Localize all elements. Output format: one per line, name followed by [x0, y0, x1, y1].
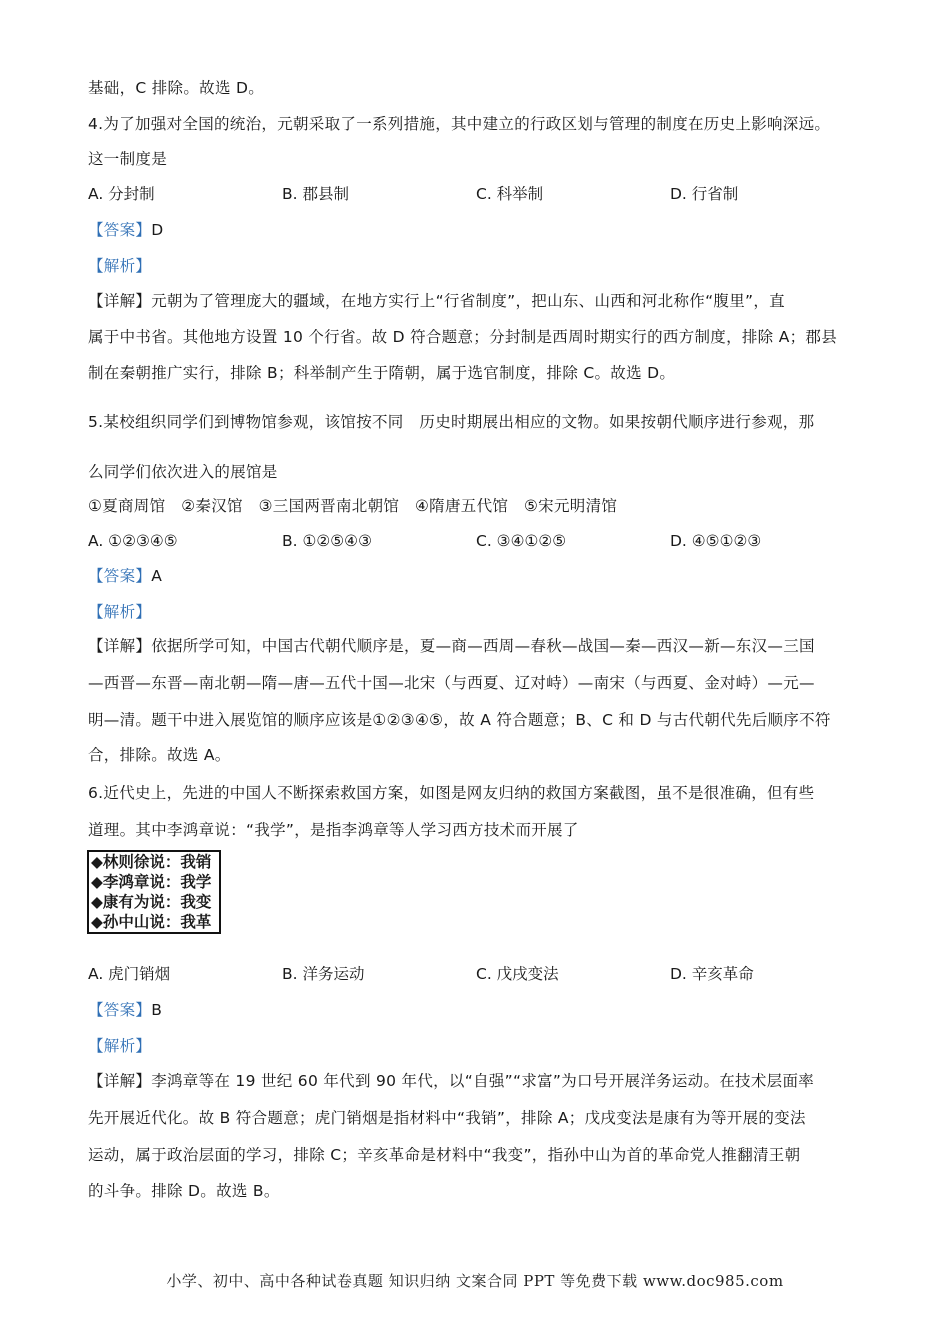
q5-detail-3: 明—清。题干中进入展览馆的顺序应该是①②③④⑤，故 A 符合题意；B、C 和 D 与古代朝代先后顺序不符: [88, 711, 831, 729]
detail-tag: 【详解】: [88, 1072, 152, 1090]
answer-value: B: [151, 1001, 163, 1019]
q4-analysis-tag: [88, 256, 868, 276]
question-6-stem-cont: 道理。其中李鸿章说：“我学”，是指李鸿章等人学习西方技术而开展了: [88, 821, 579, 839]
answer-value: A: [151, 567, 163, 585]
page-footer: 小学、初中、高中各种试卷真题 知识归纳 文案合同 PPT 等免费下载 www.doc985.com: [166, 1272, 784, 1290]
q5-detail-1: [88, 636, 868, 656]
quote-line: ◆康有为说：我变: [91, 892, 212, 911]
question-6-stem: 6.近代史上，先进的中国人不断探索救国方案，如图是网友归纳的救国方案截图，虽不是很准确，但有些: [88, 784, 815, 802]
question-5-items: ①夏商周馆 ②秦汉馆 ③三国两晋南北朝馆 ④隋唐五代馆 ⑤宋元明清馆: [88, 497, 618, 515]
q6-detail-2: 先开展近代化。故 B 符合题意；虎门销烟是指材料中“我销”，排除 A；戊戌变法是康有为等开展的变法: [88, 1109, 806, 1127]
answer-tag: 【答案】: [88, 1001, 152, 1019]
q5-detail-2: —西晋—东晋—南北朝—隋—唐—五代十国—北宋（与西夏、辽对峙）—南宋（与西夏、金对峙）—元—: [88, 674, 815, 692]
detail-tag: 【详解】: [88, 637, 152, 655]
q4-option-d: D. 行省制: [670, 185, 739, 203]
analysis-tag: 【解析】: [88, 257, 152, 275]
question-4-stem-cont: 这一制度是: [88, 150, 168, 168]
detail-tag: 【详解】: [88, 292, 152, 310]
quote-line: ◆李鸿章说：我学: [91, 872, 212, 891]
q5-option-c: C. ③④①②⑤: [476, 532, 567, 550]
q5-answer: [88, 566, 868, 586]
quote-line: ◆孙中山说：我革: [91, 912, 212, 931]
detail-text: 依据所学可知，中国古代朝代顺序是，夏—商—西周—春秋—战国—秦—西汉—新—东汉—三国: [151, 637, 815, 655]
q6-detail-4: 的斗争。排除 D。故选 B。: [88, 1182, 280, 1200]
q4-option-a: A. 分封制: [88, 185, 155, 203]
question-5-stem-cont: 么同学们依次进入的展馆是: [88, 463, 278, 481]
quote-screenshot-box: [87, 850, 221, 934]
detail-text: 元朝为了管理庞大的疆域，在地方实行上“行省制度”，把山东、山西和河北称作“腹里”，直: [151, 292, 785, 310]
question-4-stem: 4.为了加强对全国的统治，元朝采取了一系列措施，其中建立的行政区划与管理的制度在历史上影响深远。: [88, 115, 831, 133]
q6-option-c: C. 戊戌变法: [476, 965, 559, 983]
q6-option-d: D. 辛亥革命: [670, 965, 754, 983]
analysis-tag: 【解析】: [88, 603, 152, 621]
q5-option-b: B. ①②⑤④③: [282, 532, 372, 550]
q4-detail-2: 属于中书省。其他地方设置 10 个行省。故 D 符合题意；分封制是西周时期实行的西方制度，排除 A；郡县: [88, 328, 837, 346]
answer-tag: 【答案】: [88, 221, 152, 239]
answer-tag: 【答案】: [88, 567, 152, 585]
q6-answer: [88, 1000, 868, 1020]
q4-option-c: C. 科举制: [476, 185, 544, 203]
q6-detail-1: [88, 1071, 868, 1091]
q6-analysis-tag: [88, 1036, 868, 1056]
text-line: 基础，C 排除。故选 D。: [88, 79, 265, 97]
q5-option-d: D. ④⑤①②③: [670, 532, 762, 550]
q6-detail-3: 运动，属于政治层面的学习，排除 C；辛亥革命是材料中“我变”，指孙中山为首的革命党人推翻清王朝: [88, 1146, 801, 1164]
q4-detail-3: 制在秦朝推广实行，排除 B；科举制产生于隋朝，属于选官制度，排除 C。故选 D。: [88, 364, 676, 382]
q4-answer: [88, 220, 868, 240]
detail-text: 李鸿章等在 19 世纪 60 年代到 90 年代，以“自强”“求富”为口号开展洋务运动。在技术层面率: [151, 1072, 815, 1090]
quote-line: ◆林则徐说：我销: [91, 852, 212, 871]
analysis-tag: 【解析】: [88, 1037, 152, 1055]
q5-detail-4: 合，排除。故选 A。: [88, 746, 231, 764]
q5-option-a: A. ①②③④⑤: [88, 532, 178, 550]
q4-detail-1: [88, 291, 868, 311]
question-5-stem: 5.某校组织同学们到博物馆参观，该馆按不同 历史时期展出相应的文物。如果按朝代顺序进行参观，那: [88, 413, 815, 431]
answer-value: D: [151, 221, 164, 239]
q4-option-b: B. 郡县制: [282, 185, 349, 203]
q6-option-b: B. 洋务运动: [282, 965, 365, 983]
q6-option-a: A. 虎门销烟: [88, 965, 171, 983]
q5-analysis-tag: [88, 602, 868, 622]
